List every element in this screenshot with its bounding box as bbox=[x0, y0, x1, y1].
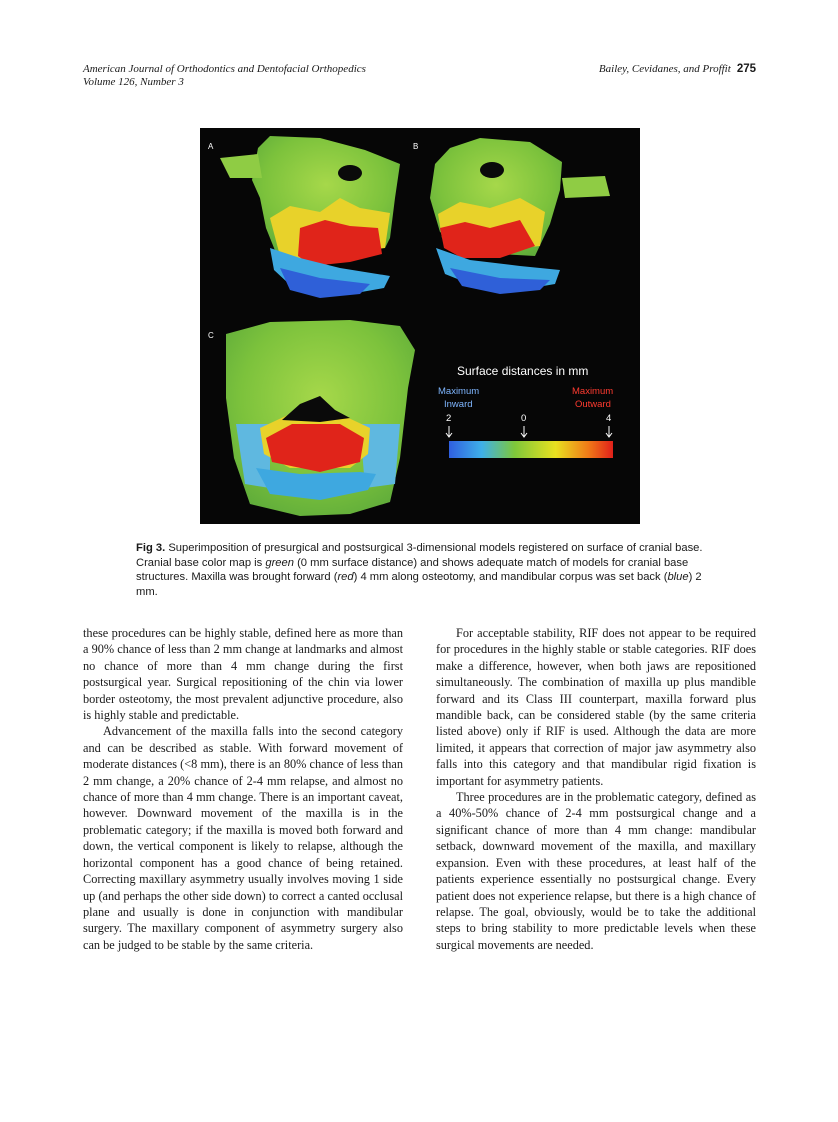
legend-max-outward-2: Outward bbox=[575, 399, 611, 410]
body-column-right bbox=[436, 625, 756, 953]
journal-name: American Journal of Orthodontics and Dentofacial Orthopedics bbox=[83, 63, 366, 75]
page-number: 275 bbox=[736, 63, 756, 75]
body-column-left bbox=[83, 625, 403, 953]
paragraph: Three procedures are in the problematic category, defined as a 40%-50% chance of 2-4 mm postsurgical change and a significant chance of more than 4 mm change: mandibular setback, downward movement of the maxilla, and maxillary expansion. Even with these procedures, at least half of the patients experience essentially no postsurgical change. Every patient does not experience relapse, but there is a high chance of relapse. The goal, obviously, would be to take the additional steps to bring stability to more predictable levels when these surgical movements are needed. bbox=[436, 790, 756, 952]
panel-label-b: B bbox=[413, 142, 419, 151]
paragraph: Advancement of the maxilla falls into the second category and can be described as stable. With forward movement of moderate distances (<8 mm), there is an 80% chance of less than 2 mm change, a 20% chance of 2-4 mm relapse, and almost no chance of more than 4 mm change. There is an important caveat, however. Downward movement of the maxilla is in the problematic category; if the maxilla is moved both forward and down, the vertical component is likely to relapse, although the horizontal component has a good chance of being retained. Correcting maxillary asymmetry usually involves moving 1 side up (and perhaps the other side down) to correct a canted occlusal plane and usually is done in conjunction with mandibular surgery. The maxillary component of asymmetry surgery also can be judged to be stable by the same criteria. bbox=[83, 724, 403, 952]
paragraph: For acceptable stability, RIF does not appear to be required for procedures in the highly stable or stable categories. RIF does make a difference, however, when both jaws are repositioned simultaneously. The combination of maxilla up plus mandible forward and its Class III counterpart, maxilla forward plus mandible back, can be considered stable (by the same criteria listed above) only if RIF is used. Although the data are more limited, it appears that correction of major jaw asymmetry also falls into this category and that mandibular rigid fixation is important for asymmetry patients. bbox=[436, 626, 756, 788]
color-scale-bar bbox=[449, 441, 613, 458]
paragraph: these procedures can be highly stable, defined here as more than a 90% chance of less than 2 mm change at landmarks and almost no chance of more than 4 mm change during the first postsurgical year. Surgical repositioning of the chin via lower border osteotomy, the most prevalent adjunctive procedure, also is highly stable and predictable. bbox=[83, 626, 403, 723]
model-a bbox=[220, 136, 400, 298]
running-header-journal bbox=[83, 63, 366, 89]
caption-red: red bbox=[337, 571, 354, 584]
caption-blue: blue bbox=[667, 571, 689, 584]
color-scale-legend bbox=[438, 364, 613, 458]
caption-green: green bbox=[265, 556, 294, 569]
running-header-right bbox=[599, 63, 756, 75]
legend-max-inward-2: Inward bbox=[444, 399, 473, 410]
figure-caption bbox=[136, 541, 706, 599]
figure-3-models bbox=[200, 128, 640, 524]
arrow-down-icon bbox=[521, 426, 527, 437]
model-b bbox=[430, 138, 610, 294]
legend-tick-2: 2 bbox=[446, 413, 452, 424]
legend-tick-0: 0 bbox=[521, 413, 527, 424]
arrow-down-icon bbox=[446, 426, 452, 437]
figure-3-image bbox=[200, 128, 640, 524]
caption-text-3: ) 4 mm along osteotomy, and mandibular corpus was set back ( bbox=[353, 571, 668, 584]
authors: Bailey, Cevidanes, and Proffit bbox=[598, 63, 731, 75]
legend-max-inward-1: Maximum bbox=[438, 386, 480, 397]
model-c bbox=[226, 320, 415, 516]
panel-label-c: C bbox=[208, 331, 214, 340]
journal-volume: Volume 126, Number 3 bbox=[83, 76, 184, 88]
caption-text-4: ) 2 mm. bbox=[136, 571, 702, 598]
caption-text-1: Superimposition of presurgical and postsurgical 3-dimensional models registered on surface of cranial base. Cranial base color map is bbox=[136, 542, 703, 569]
caption-label: Fig 3. bbox=[136, 542, 166, 554]
legend-tick-4: 4 bbox=[606, 413, 612, 424]
arrow-down-icon bbox=[606, 426, 612, 437]
legend-max-outward-1: Maximum bbox=[572, 386, 614, 397]
caption-text-2: (0 mm surface distance) and shows adequate match of models for cranial base structures. Maxilla was brought forward ( bbox=[136, 556, 689, 584]
panel-label-a: A bbox=[208, 142, 214, 151]
legend-title: Surface distances in mm bbox=[457, 364, 589, 378]
